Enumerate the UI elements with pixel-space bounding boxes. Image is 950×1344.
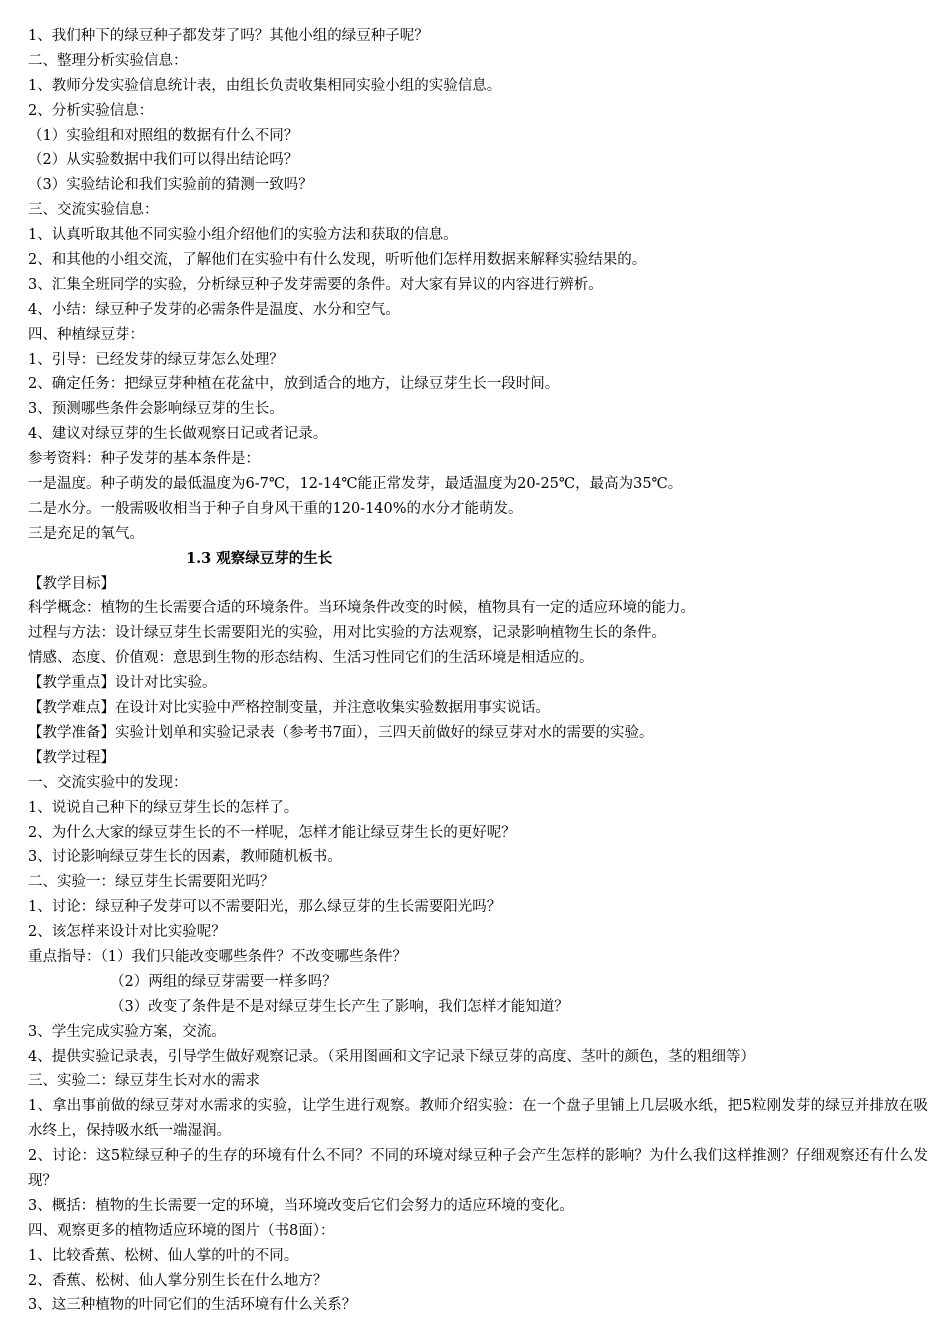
section-heading: 三、实验二：绿豆芽生长对水的需求: [28, 1073, 260, 1090]
text-line: 3、预测哪些条件会影响绿豆芽的生长。: [28, 401, 284, 418]
section-heading: 四、观察更多的植物适应环境的图片（书8面）：: [28, 1222, 335, 1239]
section-heading: 二、整理分析实验信息：: [28, 52, 188, 69]
text-line: 2、分析实验信息：: [28, 102, 154, 119]
text-line: 2、香蕉、松树、仙人掌分别生长在什么地方？: [28, 1272, 328, 1289]
section-heading: 一、交流实验中的发现：: [28, 774, 188, 791]
text-line: （1）实验组和对照组的数据有什么不同？: [28, 127, 299, 144]
text-line: 4、建议对绿豆芽的生长做观察日记或者记录。: [28, 426, 328, 443]
text-line: （2）从实验数据中我们可以得出结论吗？: [28, 152, 299, 169]
text-line: 【教学重点】设计对比实验。: [28, 675, 217, 692]
section-heading: 二、实验一：绿豆芽生长需要阳光吗？: [28, 874, 275, 891]
text-line: 参考资料：种子发芽的基本条件是：: [28, 451, 260, 468]
text-line: 情感、态度、价值观：意思到生物的形态结构、生活习性同它们的生活环境是相适应的。: [28, 650, 594, 667]
paragraph: 2、讨论：这5粒绿豆种子的生存的环境有什么不同？不同的环境对绿豆种子会产生怎样的影响？为什么我们这样推测？仔细观察还有什么发现？: [28, 1148, 928, 1190]
text-line: 4、提供实验记录表，引导学生做好观察记录。（采用图画和文字记录下绿豆芽的高度、茎叶的颜色，茎的粗细等）: [28, 1048, 755, 1065]
text-line: 3、这三种植物的叶同它们的生活环境有什么关系？: [28, 1297, 357, 1314]
text-line: 1、说说自己种下的绿豆芽生长的怎样了。: [28, 799, 299, 816]
section-heading: 四、种植绿豆芽：: [28, 326, 144, 343]
text-line: 科学概念：植物的生长需要合适的环境条件。当环境条件改变的时候，植物具有一定的适应环境的能力。: [28, 600, 695, 617]
text-line: 4、小结：绿豆种子发芽的必需条件是温度、水分和空气。: [28, 301, 400, 318]
text-line: 1、我们种下的绿豆种子都发芽了吗？其他小组的绿豆种子呢？: [28, 28, 429, 44]
text-line: 【教学难点】在设计对比实验中严格控制变量，并注意收集实验数据用事实说话。: [28, 700, 550, 717]
document-page: [28, 24, 928, 1318]
text-line: 三是充足的氧气。: [28, 525, 144, 542]
text-line: 1、比较香蕉、松树、仙人掌的叶的不同。: [28, 1247, 299, 1264]
section-heading: 三、交流实验信息：: [28, 202, 159, 219]
text-line: 1、讨论：绿豆种子发芽可以不需要阳光，那么绿豆芽的生长需要阳光吗？: [28, 899, 502, 916]
text-line: 【教学准备】实验计划单和实验记录表（参考书7面），三四天前做好的绿豆芽对水的需要的实验。: [28, 724, 654, 741]
text-line: 3、汇集全班同学的实验，分析绿豆种子发芽需要的条件。对大家有异议的内容进行辨析。: [28, 276, 603, 293]
paragraph: 1、拿出事前做的绿豆芽对水需求的实验，让学生进行观察。教师介绍实验：在一个盘子里铺上几层吸水纸，把5粒刚发芽的绿豆并排放在吸水终上，保持吸水纸一端湿润。: [28, 1098, 928, 1140]
text-line: 1、教师分发实验信息统计表，由组长负责收集相同实验小组的实验信息。: [28, 77, 502, 94]
text-line: （3）实验结论和我们实验前的猜测一致吗？: [28, 177, 313, 194]
text-line-indented: （2）两组的绿豆芽需要一样多吗？: [110, 973, 337, 990]
lesson-title: 1.3 观察绿豆芽的生长: [186, 549, 333, 567]
section-heading: 【教学目标】: [28, 575, 115, 592]
text-line: 1、引导：已经发芽的绿豆芽怎么处理？: [28, 351, 284, 368]
text-line: 3、学生完成实验方案，交流。: [28, 1023, 226, 1040]
text-line: 2、确定任务：把绿豆芽种植在花盆中，放到适合的地方，让绿豆芽生长一段时间。: [28, 376, 560, 393]
text-line: 二是水分。一般需吸收相当于种子自身风干重的120-140%的水分才能萌发。: [28, 500, 523, 517]
text-line: 2、该怎样来设计对比实验呢？: [28, 924, 226, 941]
text-line: 重点指导：（1）我们只能改变哪些条件？不改变哪些条件？: [28, 948, 407, 965]
text-line: 过程与方法：设计绿豆芽生长需要阳光的实验，用对比实验的方法观察，记录影响植物生长的条件。: [28, 625, 666, 642]
text-line: 3、概括：植物的生长需要一定的环境，当环境改变后它们会努力的适应环境的变化。: [28, 1197, 574, 1214]
text-line: 2、和其他的小组交流，了解他们在实验中有什么发现，听听他们怎样用数据来解释实验结果的。: [28, 252, 647, 269]
text-line-indented: （3）改变了条件是不是对绿豆芽生长产生了影响，我们怎样才能知道？: [110, 998, 569, 1015]
text-line: 一是温度。种子萌发的最低温度为6-7℃，12-14℃能正常发芽，最适温度为20-25℃，最高为35℃。: [28, 476, 683, 493]
text-line: 1、认真听取其他不同实验小组介绍他们的实验方法和获取的信息。: [28, 227, 458, 244]
text-line: 2、为什么大家的绿豆芽生长的不一样呢，怎样才能让绿豆芽生长的更好呢？: [28, 824, 516, 841]
text-line: 3、讨论影响绿豆芽生长的因素，教师随机板书。: [28, 849, 342, 866]
section-heading: 【教学过程】: [28, 749, 115, 766]
